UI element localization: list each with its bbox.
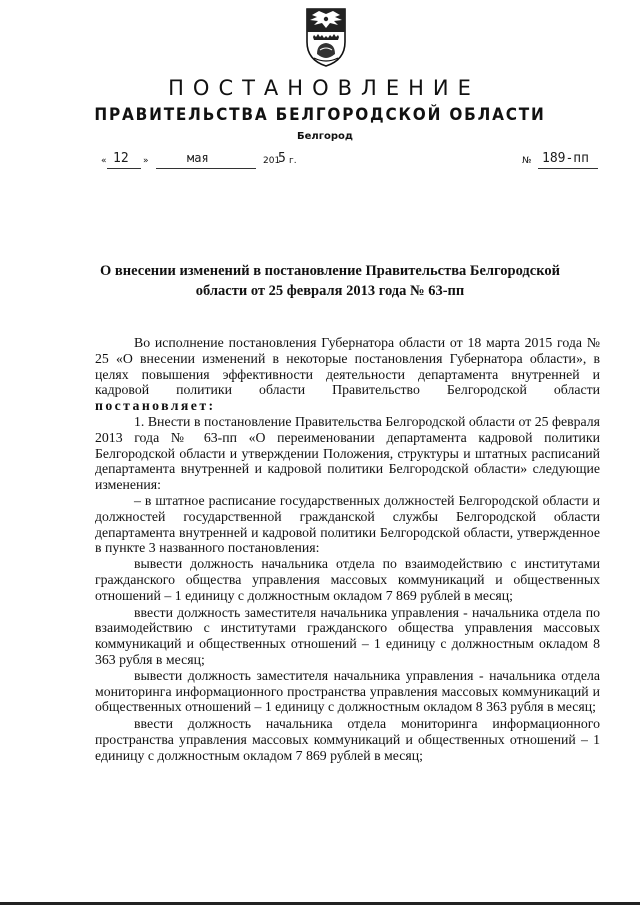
document-type-heading: ПОСТАНОВЛЕНИЕ: [168, 76, 480, 100]
date-year-digit: 5: [278, 151, 286, 166]
paragraph-add-head-monitoring: ввести должность начальника отдела мониторинга информационного пространства управления массовых коммуникаций и общественных отношений – 1 единицу с должностным окладом 7 869 рублей в месяц;: [95, 716, 600, 763]
date-month: мая: [187, 151, 209, 165]
date-quote-open: «: [101, 156, 107, 166]
date-quote-close: »: [143, 156, 149, 166]
date-year-suffix: г.: [289, 156, 297, 166]
city-label: Белгород: [297, 131, 353, 142]
paragraph-item-1: 1. Внести в постановление Правительства Белгородской области от 25 февраля 2013 года № 63-пп «О переименовании департамента кадровой политики Белгородской области и утверждении Положения, структуры и штатных расписаний департамента внутренней и кадровой политики Белгородской области» следующие изменения:: [95, 413, 600, 493]
paragraph-remove-head-civil-society: вывести должность начальника отдела по взаимодействию с институтами гражданского общества управления массовых коммуникаций и общественных отношений – 1 единицу с должностным окладом 7 869 рублей в месяц;: [95, 556, 600, 603]
day-underline: [107, 168, 141, 169]
coat-of-arms-icon: [304, 6, 348, 68]
document-number-field: [522, 151, 602, 176]
number-underline: [538, 168, 598, 169]
paragraph-add-deputy-civil-society: ввести должность заместителя начальника управления - начальника отдела по взаимодействию с институтами гражданского общества управления массовых коммуникаций и общественных отношений – 1 единицу с должностным окладом 8 363 рубля в месяц;: [95, 604, 600, 667]
paragraph-preamble: Во исполнение постановления Губернатора области от 18 марта 2015 года № 25 «О внесении изменений в некоторые постановления Губернатора области», в целях повышения эффективности деятельности департамента внутренней и кадровой политики области Правительство Белгородской области постановляет:: [95, 335, 600, 414]
paragraph-remove-deputy-monitoring: вывести должность заместителя начальника управления - начальника отдела мониторинга информационного пространства управления массовых коммуникаций и общественных отношений – 1 единицу с должностным окладом 8 363 рубля в месяц;: [95, 667, 600, 715]
document-body: [95, 335, 600, 764]
month-underline: [156, 168, 256, 169]
date-day: 12: [113, 151, 129, 166]
paragraph-staff-list: – в штатное расписание государственных должностей Белгородской области и должностей государственной гражданской службы Белгородской области департамента внутренней и кадровой политики Белгородской области, утвержденное в пункте 3 названного постановления:: [95, 492, 600, 556]
document-title: О внесении изменений в постановление Правительства Белгородской области от 25 февраля 2013 года № 63-пп: [100, 263, 560, 299]
date-year-prefix: 201: [263, 156, 281, 166]
resolves-keyword: постановляет:: [95, 398, 216, 414]
document-number: 189-пп: [542, 151, 589, 166]
issuing-authority-heading: ПРАВИТЕЛЬСТВА БЕЛГОРОДСКОЙ ОБЛАСТИ: [94, 105, 546, 125]
number-sign: №: [522, 156, 532, 166]
